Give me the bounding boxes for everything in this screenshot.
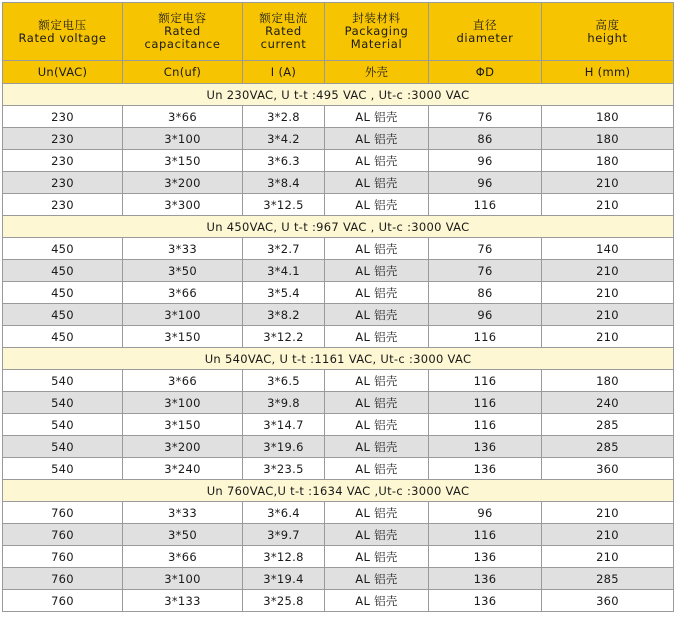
table-row (3, 172, 674, 194)
table-cell: 96 (429, 502, 542, 524)
table-cell: 3*12.8 (243, 546, 325, 568)
table-cell: 450 (3, 238, 123, 260)
table-cell: AL 铝壳 (325, 128, 429, 150)
table-cell: 210 (542, 172, 674, 194)
table-cell: 450 (3, 326, 123, 348)
header-en-label: diameter (456, 30, 514, 45)
table-cell: AL 铝壳 (325, 282, 429, 304)
table-cell: 210 (542, 304, 674, 326)
table-cell: 450 (3, 304, 123, 326)
table-cell: 96 (429, 172, 542, 194)
header-zh-label: 额定电压 (38, 17, 87, 32)
table-row (3, 590, 674, 612)
table-cell: 86 (429, 128, 542, 150)
table-cell: AL 铝壳 (325, 326, 429, 348)
table-cell: 3*300 (123, 194, 243, 216)
unit-cell: Un(VAC) (3, 61, 123, 84)
table-cell: AL 铝壳 (325, 524, 429, 546)
table-row (3, 436, 674, 458)
table-row (3, 414, 674, 436)
table-cell: 3*133 (123, 590, 243, 612)
table-cell: 180 (542, 128, 674, 150)
table-cell: 760 (3, 590, 123, 612)
table-cell: 96 (429, 304, 542, 326)
table-row (3, 458, 674, 480)
table-cell: AL 铝壳 (325, 568, 429, 590)
table-cell: AL 铝壳 (325, 458, 429, 480)
header-en-label: Material (350, 37, 403, 51)
table-cell: 210 (542, 502, 674, 524)
table-cell: 210 (542, 524, 674, 546)
header-en-label: Rated voltage (18, 30, 107, 45)
table-cell: 760 (3, 502, 123, 524)
table-cell: 3*50 (123, 524, 243, 546)
voltage-group-header (3, 348, 674, 370)
table-cell: 3*8.2 (243, 304, 325, 326)
table-cell: 3*240 (123, 458, 243, 480)
table-cell: 760 (3, 546, 123, 568)
table-cell: 3*5.4 (243, 282, 325, 304)
table-cell: 180 (542, 370, 674, 392)
table-cell: 285 (542, 436, 674, 458)
header-en-label: Rated (265, 24, 302, 38)
table-cell: 140 (542, 238, 674, 260)
table-cell: 3*150 (123, 150, 243, 172)
header-zh-label: 额定电流 (259, 11, 308, 25)
header-rated-voltage (3, 3, 123, 61)
unit-cell: H (mm) (542, 61, 674, 84)
table-row (3, 524, 674, 546)
table-cell: 3*66 (123, 370, 243, 392)
table-cell: 180 (542, 150, 674, 172)
table-cell: 116 (429, 392, 542, 414)
table-cell: 760 (3, 568, 123, 590)
table-cell: 285 (542, 414, 674, 436)
table-row (3, 128, 674, 150)
table-row (3, 282, 674, 304)
table-row (3, 568, 674, 590)
table-cell: 3*19.6 (243, 436, 325, 458)
voltage-group-title: Un 540VAC, U t-t :1161 VAC, Ut-c :3000 VAC (3, 348, 674, 370)
header-en-label: capacitance (144, 37, 221, 51)
capacitor-spec-table (2, 2, 674, 612)
table-row (3, 194, 674, 216)
table-cell: 3*14.7 (243, 414, 325, 436)
table-row (3, 392, 674, 414)
header-diameter (429, 3, 542, 61)
table-cell: 3*2.7 (243, 238, 325, 260)
unit-cell: I (A) (243, 61, 325, 84)
table-cell: 136 (429, 458, 542, 480)
table-cell: 3*23.5 (243, 458, 325, 480)
table-cell: 3*9.7 (243, 524, 325, 546)
table-cell: 3*50 (123, 260, 243, 282)
table-cell: 285 (542, 568, 674, 590)
header-en-label: Packaging (344, 24, 409, 38)
table-row (3, 106, 674, 128)
table-cell: 450 (3, 282, 123, 304)
table-cell: 136 (429, 568, 542, 590)
table-cell: 3*25.8 (243, 590, 325, 612)
table-row (3, 260, 674, 282)
table-cell: 76 (429, 238, 542, 260)
table-cell: 3*100 (123, 304, 243, 326)
header-zh-label: 封装材料 (352, 11, 401, 25)
table-cell: 230 (3, 128, 123, 150)
table-cell: 540 (3, 414, 123, 436)
header-zh-label: 额定电容 (158, 11, 207, 25)
table-cell: 210 (542, 546, 674, 568)
unit-cell: 外壳 (325, 61, 429, 84)
table-cell: 210 (542, 282, 674, 304)
table-cell: 210 (542, 260, 674, 282)
table-cell: 3*33 (123, 238, 243, 260)
table-cell: AL 铝壳 (325, 436, 429, 458)
table-cell: 450 (3, 260, 123, 282)
unit-cell: ΦD (429, 61, 542, 84)
table-cell: 230 (3, 150, 123, 172)
table-cell: 86 (429, 282, 542, 304)
table-cell: 3*150 (123, 414, 243, 436)
table-cell: 3*4.2 (243, 128, 325, 150)
header-row (3, 3, 674, 61)
table-cell: 116 (429, 370, 542, 392)
voltage-group-title: Un 230VAC, U t-t :495 VAC , Ut-c :3000 VAC (3, 84, 674, 106)
table-cell: 116 (429, 194, 542, 216)
voltage-group-header (3, 216, 674, 238)
table-cell: 180 (542, 106, 674, 128)
table-cell: 136 (429, 590, 542, 612)
table-cell: AL 铝壳 (325, 194, 429, 216)
unit-row (3, 61, 674, 84)
header-en-label: current (260, 37, 307, 51)
table-cell: 3*9.8 (243, 392, 325, 414)
table-cell: 230 (3, 172, 123, 194)
table-cell: 96 (429, 150, 542, 172)
table-cell: 3*200 (123, 172, 243, 194)
table-cell: 3*6.3 (243, 150, 325, 172)
table-cell: AL 铝壳 (325, 304, 429, 326)
table-cell: AL 铝壳 (325, 238, 429, 260)
table-cell: AL 铝壳 (325, 370, 429, 392)
table-cell: 3*12.2 (243, 326, 325, 348)
table-cell: 3*4.1 (243, 260, 325, 282)
table-cell: 136 (429, 436, 542, 458)
table-cell: 360 (542, 590, 674, 612)
table-cell: 3*33 (123, 502, 243, 524)
table-cell: 3*8.4 (243, 172, 325, 194)
voltage-group-title: Un 760VAC,U t-t :1634 VAC ,Ut-c :3000 VAC (3, 480, 674, 502)
table-cell: 3*150 (123, 326, 243, 348)
table-cell: 3*66 (123, 546, 243, 568)
table-row (3, 150, 674, 172)
table-cell: 3*66 (123, 282, 243, 304)
table-cell: 360 (542, 458, 674, 480)
table-cell: 3*19.4 (243, 568, 325, 590)
table-cell: 3*6.5 (243, 370, 325, 392)
table-cell: 3*100 (123, 128, 243, 150)
header-height (542, 3, 674, 61)
table-row (3, 546, 674, 568)
table-cell: AL 铝壳 (325, 502, 429, 524)
table-cell: 210 (542, 194, 674, 216)
table-cell: 540 (3, 458, 123, 480)
header-en-label: Rated (164, 24, 201, 38)
table-cell: 540 (3, 370, 123, 392)
table-cell: AL 铝壳 (325, 172, 429, 194)
table-row (3, 326, 674, 348)
header-rated-capacitance (123, 3, 243, 61)
table-cell: 760 (3, 524, 123, 546)
header-rated-current (243, 3, 325, 61)
table-cell: 76 (429, 106, 542, 128)
voltage-group-header (3, 84, 674, 106)
table-cell: 3*2.8 (243, 106, 325, 128)
table-cell: 3*66 (123, 106, 243, 128)
table-cell: AL 铝壳 (325, 260, 429, 282)
table-cell: 116 (429, 524, 542, 546)
table-row (3, 370, 674, 392)
table-cell: 136 (429, 546, 542, 568)
header-packaging-material (325, 3, 429, 61)
table-cell: AL 铝壳 (325, 150, 429, 172)
table-cell: 240 (542, 392, 674, 414)
table-cell: 230 (3, 106, 123, 128)
table-cell: 116 (429, 326, 542, 348)
header-en-label: height (587, 30, 628, 45)
table-cell: 3*100 (123, 392, 243, 414)
table-cell: 540 (3, 392, 123, 414)
table-cell: 540 (3, 436, 123, 458)
table-cell: AL 铝壳 (325, 106, 429, 128)
voltage-group-title: Un 450VAC, U t-t :967 VAC , Ut-c :3000 VAC (3, 216, 674, 238)
table-cell: 3*12.5 (243, 194, 325, 216)
table-cell: 210 (542, 326, 674, 348)
table-cell: 3*100 (123, 568, 243, 590)
table-cell: 230 (3, 194, 123, 216)
table-row (3, 238, 674, 260)
table-cell: AL 铝壳 (325, 546, 429, 568)
voltage-group-header (3, 480, 674, 502)
header-zh-label: 直径 (472, 17, 498, 32)
table-cell: AL 铝壳 (325, 392, 429, 414)
table-cell: 76 (429, 260, 542, 282)
table-body (3, 84, 674, 612)
table-cell: 116 (429, 414, 542, 436)
table-cell: 3*200 (123, 436, 243, 458)
table-cell: AL 铝壳 (325, 590, 429, 612)
header-zh-label: 高度 (595, 17, 620, 32)
table-row (3, 502, 674, 524)
unit-cell: Cn(uf) (123, 61, 243, 84)
table-cell: 3*6.4 (243, 502, 325, 524)
table-row (3, 304, 674, 326)
table-cell: AL 铝壳 (325, 414, 429, 436)
